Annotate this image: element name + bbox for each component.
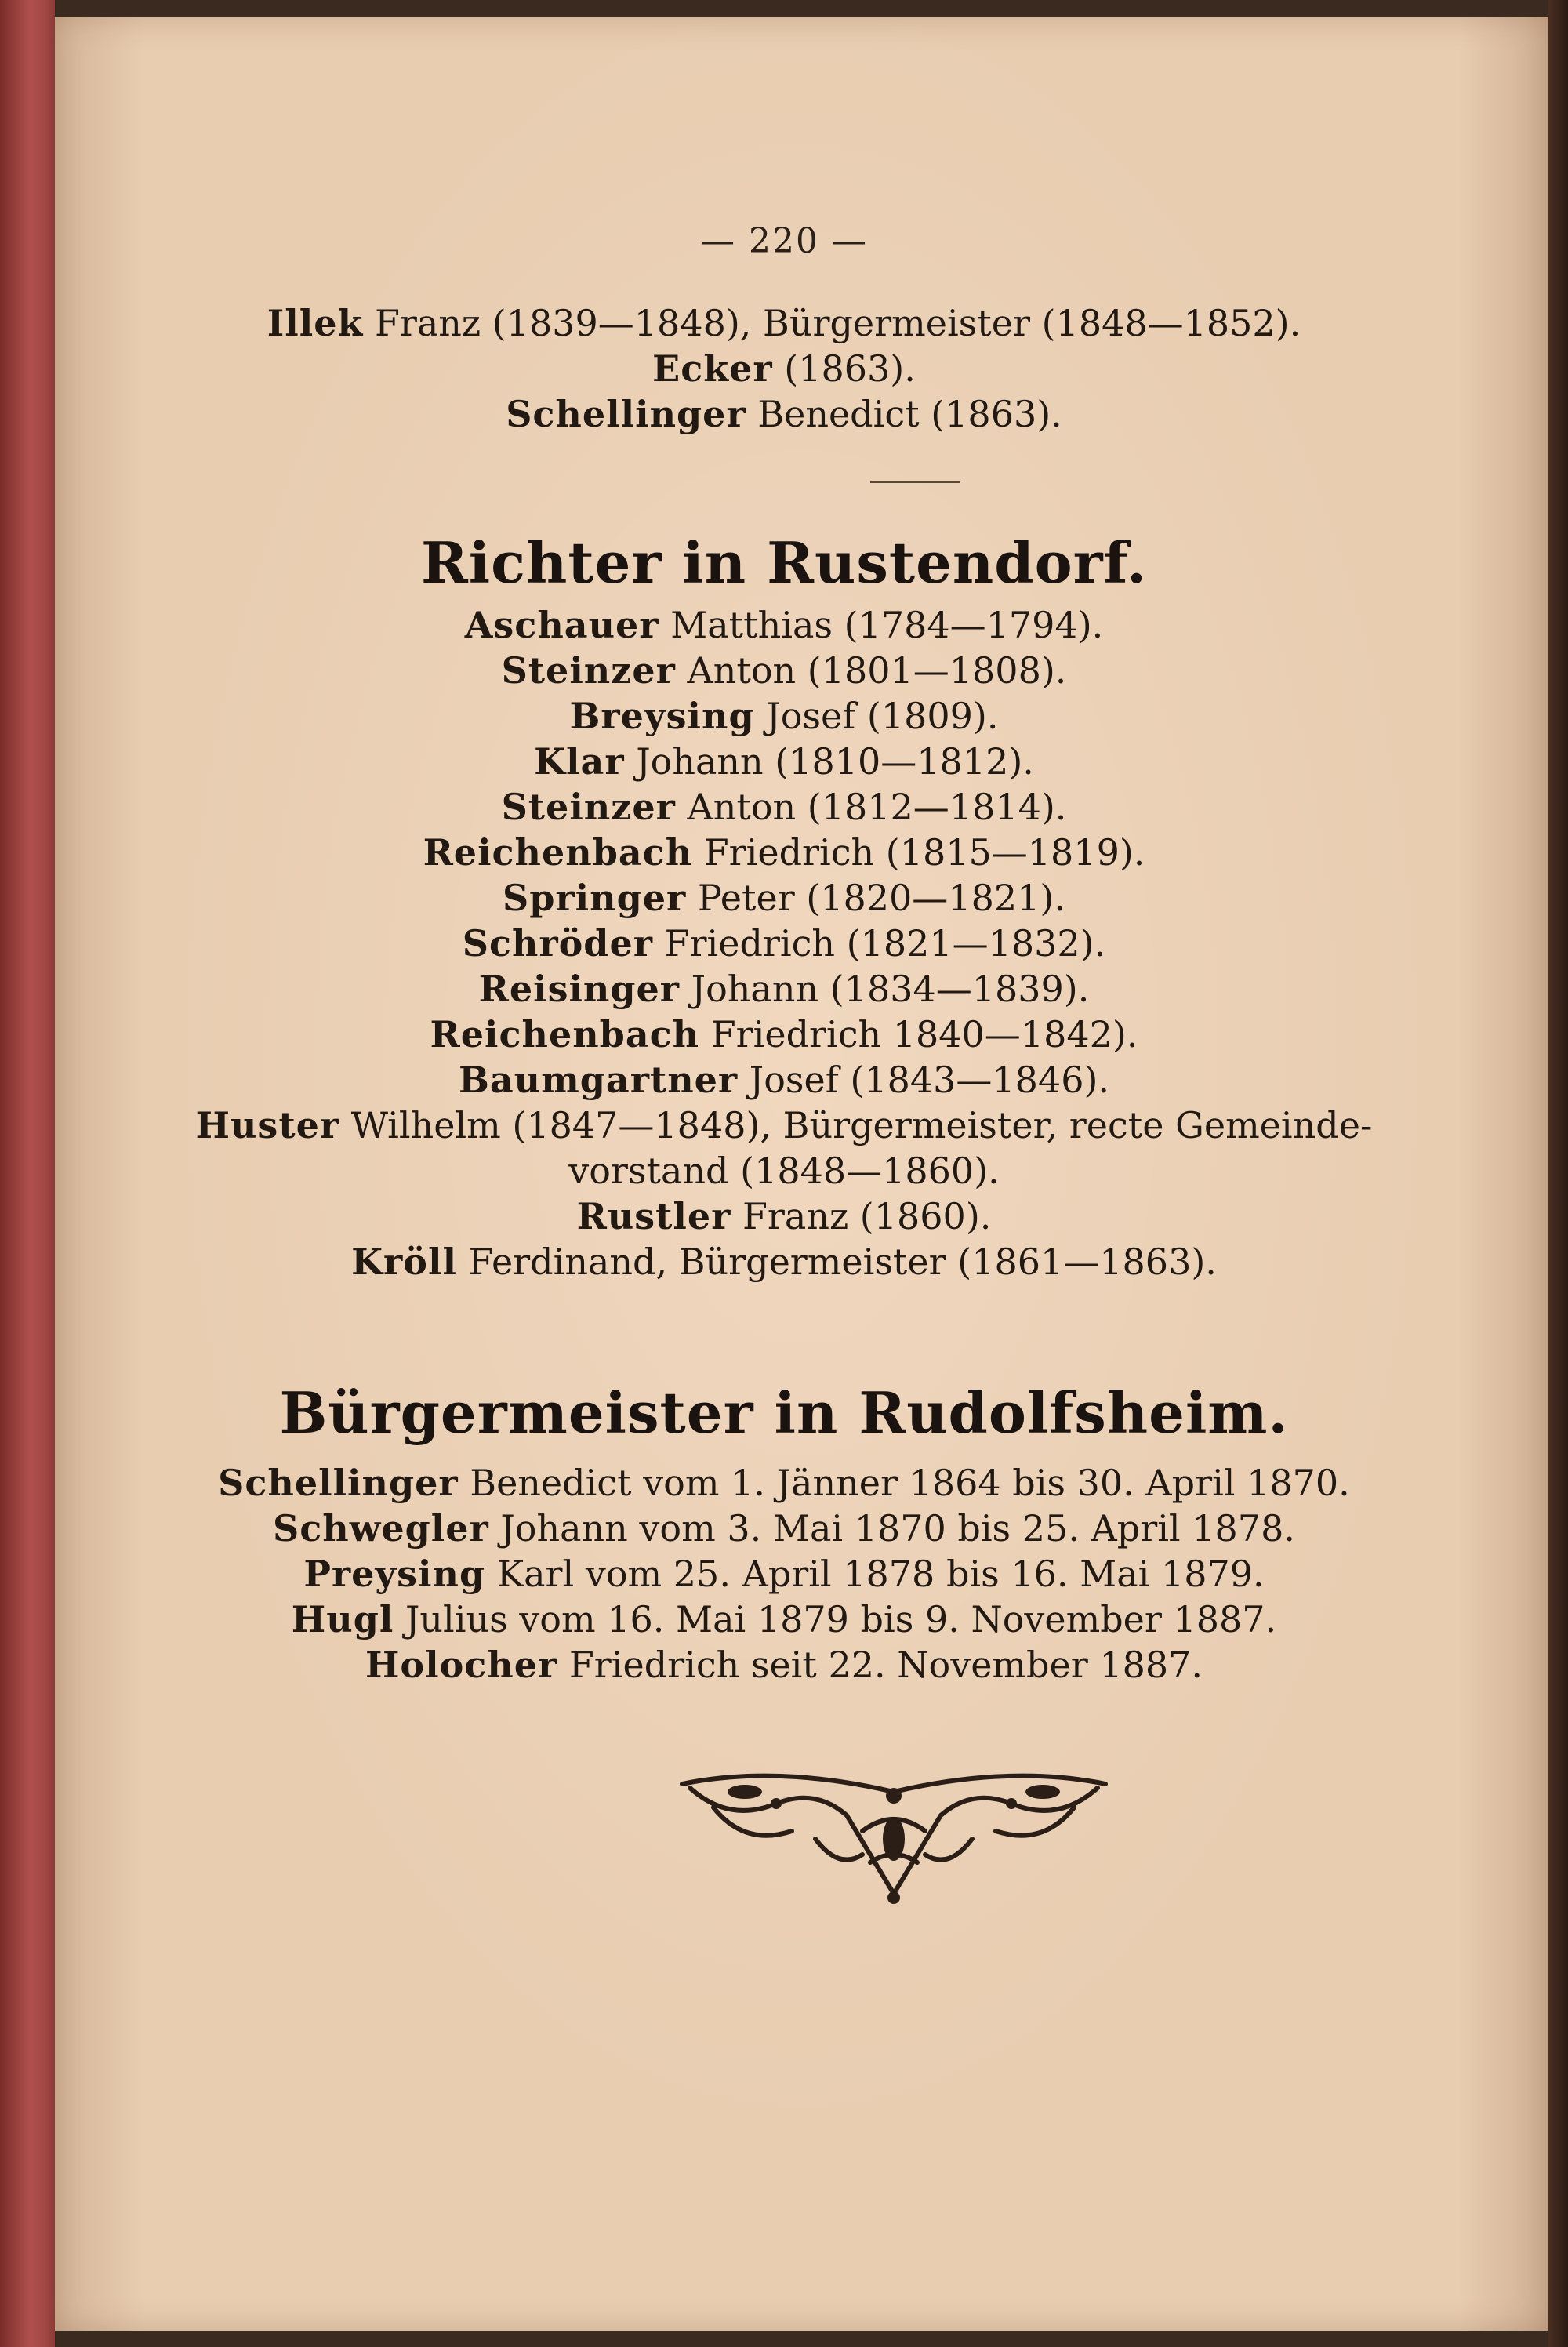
list-item: Steinzer Anton (1801—1808). <box>501 649 1067 692</box>
buergermeister-list <box>0 1460 1568 1688</box>
list-item: Klar Johann (1810—1812). <box>534 740 1034 783</box>
list-item: Hugl Julius vom 16. Mai 1879 bis 9. November 1887. <box>291 1598 1277 1640</box>
divider <box>870 481 960 483</box>
page-number: — 220 — <box>700 221 868 261</box>
intro-list <box>0 300 1568 437</box>
section-heading: Bürgermeister in Rudolfsheim. <box>279 1379 1289 1446</box>
list-item: Schellinger Benedict (1863). <box>506 393 1062 435</box>
list-item: Aschauer Matthias (1784—1794). <box>464 604 1104 646</box>
list-item: Breysing Josef (1809). <box>569 695 999 737</box>
list-item: Kröll Ferdinand, Bürgermeister (1861—1863). <box>351 1241 1217 1283</box>
list-item: Illek Franz (1839—1848), Bürgermeister (1848—1852). <box>267 302 1301 344</box>
list-item: Reichenbach Friedrich 1840—1842). <box>430 1013 1138 1055</box>
list-item: Reisinger Johann (1834—1839). <box>478 968 1090 1010</box>
section-richter <box>0 524 1568 602</box>
list-item: Schellinger Benedict vom 1. Jänner 1864 bis 30. April 1870. <box>218 1462 1350 1504</box>
list-item: Springer Peter (1820—1821). <box>503 877 1065 919</box>
list-item: Ecker (1863). <box>652 347 916 390</box>
ornament-vignette-icon <box>659 1760 1129 1917</box>
list-item: Schröder Friedrich (1821—1832). <box>462 922 1106 965</box>
richter-list <box>0 602 1568 1284</box>
list-item: Huster Wilhelm (1847—1848), Bürgermeister, recte Gemeinde- <box>195 1104 1373 1146</box>
list-item: vorstand (1848—1860). <box>568 1150 1000 1192</box>
list-item: Schwegler Johann vom 3. Mai 1870 bis 25. April 1878. <box>273 1507 1295 1550</box>
section-buergermeister <box>0 1374 1568 1452</box>
list-item: Reichenbach Friedrich (1815—1819). <box>423 831 1145 874</box>
list-item: Steinzer Anton (1812—1814). <box>501 786 1067 828</box>
list-item: Holocher Friedrich seit 22. November 1887. <box>365 1644 1203 1686</box>
section-heading: Richter in Rustendorf. <box>420 529 1148 596</box>
list-item: Rustler Franz (1860). <box>576 1195 992 1237</box>
list-item: Baumgartner Josef (1843—1846). <box>458 1059 1110 1101</box>
list-item: Preysing Karl vom 25. April 1878 bis 16. Mai 1879. <box>303 1553 1265 1595</box>
